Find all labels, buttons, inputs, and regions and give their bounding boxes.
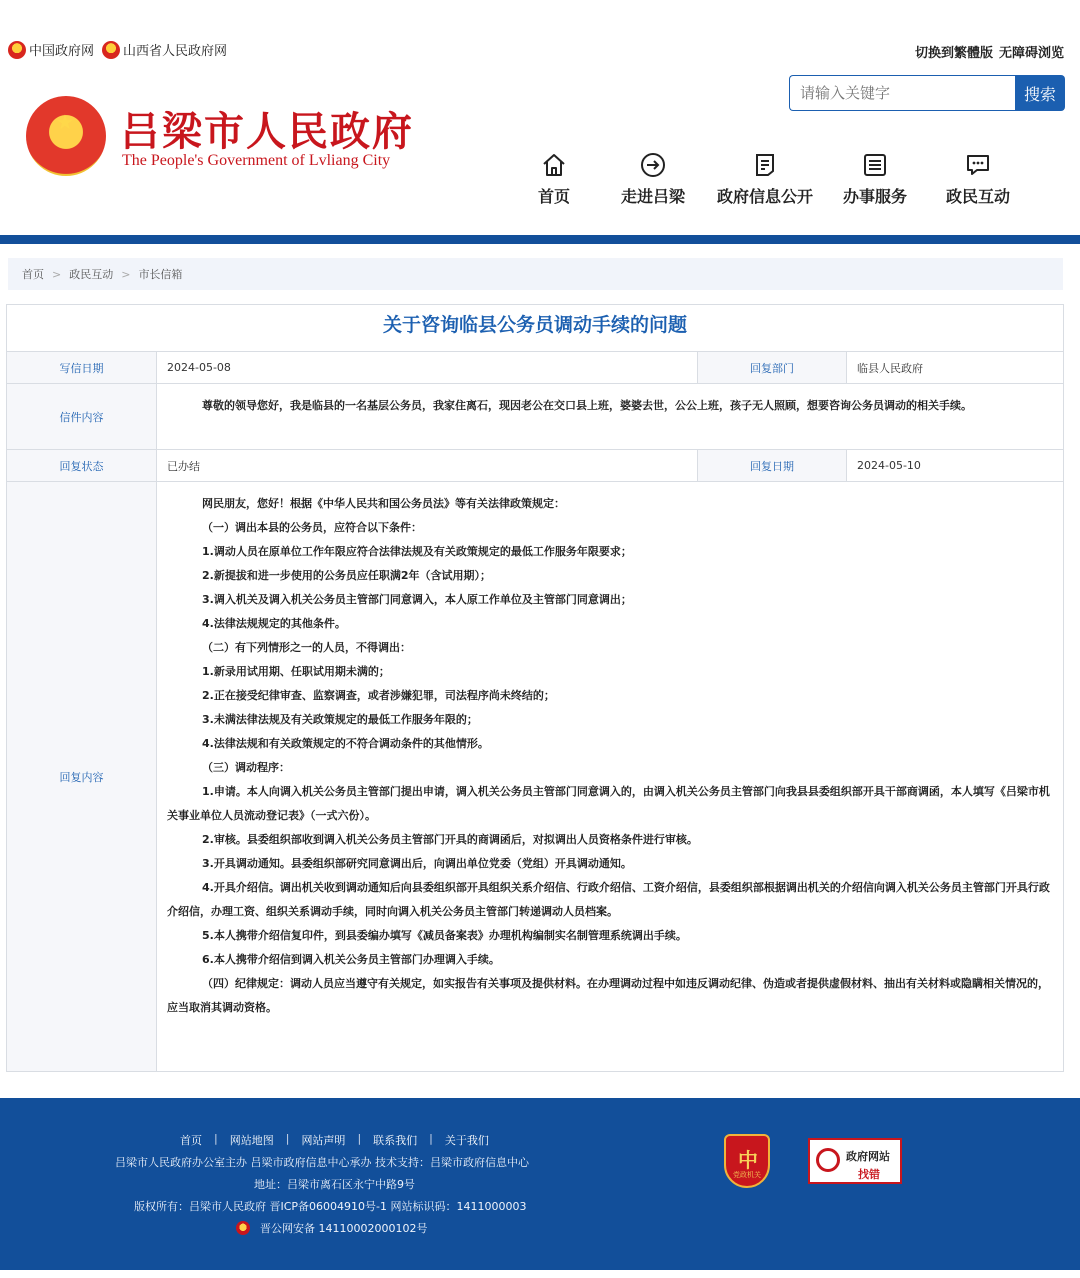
nav-gov-info[interactable]: [712, 152, 818, 207]
letter-content-label: 信件内容: [7, 384, 157, 449]
footer-link[interactable]: 网站地图: [229, 1134, 274, 1147]
breadcrumb-interaction[interactable]: 政民互动: [69, 268, 114, 281]
reply-date-value: 2024-05-10: [857, 459, 921, 472]
chat-icon: [965, 152, 991, 178]
breadcrumb-separator: >: [52, 267, 62, 281]
reply-paragraph: 1.调动人员在原单位工作年限应符合法律法规及有关政策规定的最低工作服务年限要求；: [202, 545, 632, 558]
star-icon: ★: [56, 110, 74, 134]
reply-dept-value: 临县人民政府: [857, 361, 923, 375]
letter-title: 关于咨询临县公务员调动手续的问题: [382, 314, 687, 336]
reply-paragraph: 6.本人携带介绍信到调入机关公务员主管部门办理调入手续。: [202, 953, 500, 966]
national-emblem-icon: [8, 41, 26, 59]
footer-link[interactable]: 关于我们: [444, 1134, 489, 1147]
party-gov-badge-text: 党政机关: [733, 1171, 761, 1179]
link-china-gov-label: 中国政府网: [29, 44, 95, 59]
reply-paragraph: 4.法律法规和有关政策规定的不符合调动条件的其他情形。: [202, 737, 489, 750]
footer-link-separator: |: [429, 1132, 433, 1145]
breadcrumb-mayor-mailbox[interactable]: 市长信箱: [138, 268, 183, 281]
row-reply-status: [7, 449, 1063, 481]
national-emblem-icon: [102, 41, 120, 59]
letter-content-text: 尊敬的领导您好，我是临县的一名基层公务员，我家住离石，现因老公在交口县上班，婆婆去世，公公上班，孩子无人照顾，想要咨询公务员调动的相关手续。: [202, 399, 972, 412]
reply-paragraph: （一）调出本县的公务员，应符合以下条件：: [202, 521, 422, 534]
search-bar: [789, 75, 1065, 111]
footer-link[interactable]: 联系我们: [373, 1134, 418, 1147]
magnifier-icon: [816, 1148, 840, 1172]
nav-services[interactable]: [836, 152, 914, 207]
party-gov-glyph-icon: 中: [738, 1148, 758, 1172]
reply-paragraph: 4.法律法规规定的其他条件。: [202, 617, 346, 630]
reply-status-value: 已办结: [167, 459, 200, 473]
reply-paragraph: 网民朋友，您好！根据《中华人民共和国公务员法》等有关法律政策规定：: [202, 497, 565, 510]
reply-paragraph: 2.新提拔和进一步使用的公务员应任职满2年（含试用期）；: [202, 569, 491, 582]
nav-about-lvliang-label: 走进吕梁: [620, 187, 685, 206]
search-button[interactable]: 搜索: [1015, 75, 1065, 111]
reply-dept-label: 回复部门: [697, 352, 847, 383]
letter-panel: [6, 304, 1064, 1072]
reply-paragraph: 3.未满法律法规及有关政策规定的最低工作服务年限的；: [202, 713, 478, 726]
nav-interaction[interactable]: [939, 152, 1017, 207]
reply-date-label: 回复日期: [697, 450, 847, 481]
footer: [0, 1098, 1080, 1270]
write-date-value: 2024-05-08: [167, 361, 231, 374]
reply-paragraph: 2.正在接受纪律审查、监察调查，或者涉嫌犯罪，司法程序尚未终结的；: [202, 689, 555, 702]
link-china-gov[interactable]: [8, 40, 94, 59]
reply-paragraph: （四）纪律规定：调动人员应当遵守有关规定，如实报告有关事项及提供材料。在办理调动过程中如违反调动纪律、伪造或者提供虚假材料、抽出有关材料或隐瞒相关情况的，应当取消其调动资格。: [167, 977, 1049, 1014]
reply-paragraph: （二）有下列情形之一的人员，不得调出：: [202, 641, 411, 654]
traditional-chinese-link[interactable]: 切换到繁體版: [914, 46, 993, 61]
link-shanxi-gov[interactable]: [102, 40, 227, 59]
row-reply-content: [7, 481, 1063, 1071]
footer-link-separator: |: [357, 1132, 362, 1145]
find-error-badge[interactable]: [808, 1138, 902, 1184]
reply-paragraph: 2.审核。县委组织部收到调入机关公务员主管部门开具的商调函后，对拟调出人员资格条件进行审核。: [202, 833, 698, 846]
top-bar: [0, 0, 1080, 70]
nav-gov-info-label: 政府信息公开: [716, 187, 813, 206]
document-icon: [752, 152, 778, 178]
breadcrumb-separator: >: [121, 267, 131, 281]
breadcrumb: [8, 258, 1063, 290]
nav-home[interactable]: [527, 152, 581, 207]
reply-paragraph: 5.本人携带介绍信复印件，到县委编办填写《减员备案表》办理机构编制实名制管理系统调出手续。: [202, 929, 687, 942]
footer-links: [180, 1132, 489, 1148]
footer-police-record-text: 晋公网安备 14110002000102号: [260, 1222, 428, 1235]
police-badge-icon: [236, 1221, 250, 1235]
row-letter-content: [7, 383, 1063, 449]
row-write-date: [7, 351, 1063, 383]
breadcrumb-home[interactable]: 首页: [22, 268, 44, 281]
nav-about-lvliang[interactable]: [612, 152, 694, 207]
header-divider: [0, 235, 1080, 244]
home-icon: [541, 152, 567, 178]
nav-services-label: 办事服务: [842, 187, 907, 206]
find-error-action: 找错: [858, 1168, 880, 1181]
link-shanxi-gov-label: 山西省人民政府网: [123, 44, 228, 59]
reply-status-label: 回复状态: [7, 450, 157, 481]
list-icon: [862, 152, 888, 178]
reply-paragraph: 1.申请。本人向调入机关公务员主管部门提出申请，调入机关公务员主管部门同意调入的，由调入机关公务员主管部门向我县县委组织部开具干部商调函，本人填写《吕梁市机关事业单位人员流动登记表》（一式六份）。: [167, 785, 1050, 822]
accessibility-link[interactable]: 无障碍浏览: [998, 46, 1064, 61]
reply-paragraph: 1.新录用试用期、任职试用期未满的；: [202, 665, 390, 678]
reply-paragraph: 4.开具介绍信。调出机关收到调动通知后向县委组织部开具组织关系介绍信、行政介绍信、工资介绍信，县委组织部根据调出机关的介绍信向调入机关公务员主管部门开具行政介绍信，办理工资、组织关系调动手续，同时向调入机关公务员主管部门转递调动人员档案。: [167, 881, 1050, 918]
footer-copyright: 版权所有：吕梁市人民政府 晋ICP备06004910号-1 网站标识码：1411000003: [134, 1200, 527, 1213]
main-nav: [0, 152, 1080, 212]
nav-interaction-label: 政民互动: [945, 187, 1010, 206]
find-error-title: 政府网站: [846, 1150, 890, 1163]
top-links: [8, 40, 227, 59]
footer-organizer: 吕梁市人民政府办公室主办 吕梁市政府信息中心承办 技术支持：吕梁市政府信息中心: [115, 1156, 529, 1169]
search-input[interactable]: [789, 75, 1015, 111]
top-right-links: [915, 42, 1064, 61]
nav-home-label: 首页: [537, 187, 570, 206]
reply-paragraph: 3.调入机关及调入机关公务员主管部门同意调入，本人原工作单位及主管部门同意调出；: [202, 593, 632, 606]
arrow-circle-icon: [640, 152, 666, 178]
footer-link[interactable]: 网站声明: [301, 1134, 346, 1147]
reply-content-text: [167, 492, 1053, 1020]
footer-link[interactable]: 首页: [180, 1134, 202, 1147]
footer-police-record[interactable]: [236, 1220, 427, 1236]
write-date-label: 写信日期: [7, 352, 157, 383]
site-title: 吕梁市人民政府: [120, 108, 414, 155]
reply-paragraph: 3.开具调动通知。县委组织部研究同意调出后，向调出单位党委（党组）开具调动通知。: [202, 857, 632, 870]
footer-link-separator: |: [285, 1132, 290, 1145]
reply-paragraph: （三）调动程序：: [202, 761, 290, 774]
footer-link-separator: |: [214, 1132, 218, 1145]
party-gov-badge[interactable]: [724, 1134, 770, 1188]
reply-content-label: 回复内容: [7, 482, 157, 1071]
site-subtitle: The People's Government of Lvliang City: [122, 152, 391, 169]
footer-address: 地址：吕梁市离石区永宁中路9号: [254, 1178, 415, 1191]
